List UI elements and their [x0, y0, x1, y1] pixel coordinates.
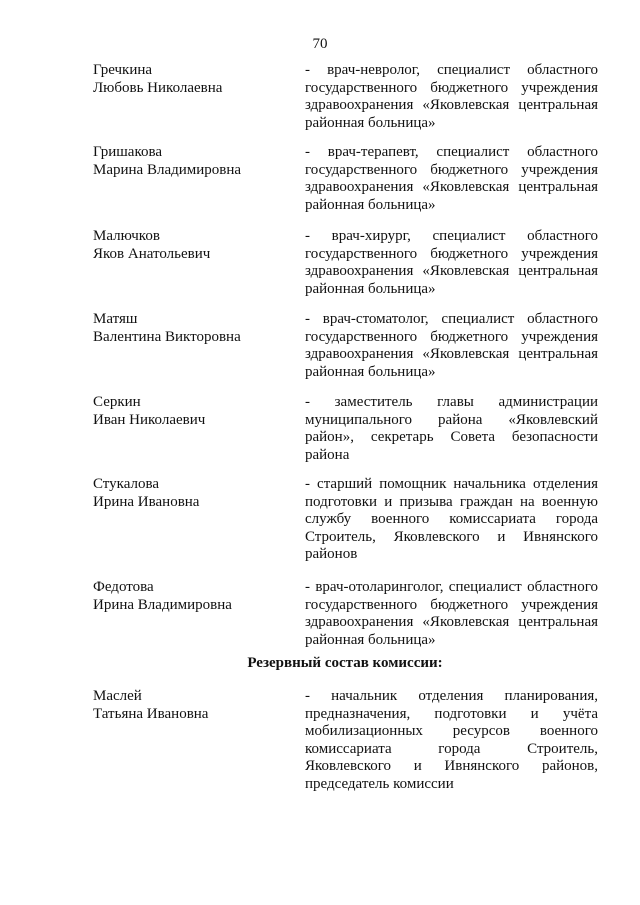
member-name	[93, 228, 293, 263]
member-surname: Гришакова	[93, 144, 163, 160]
member-given-names: Яков Анатольевич	[93, 245, 211, 262]
member-role: - врач-хирург, специалист областного государственного бюджетного учреждения здравоохранения «Яковлевская центральная районная больница»	[305, 228, 598, 297]
member-role: - врач-стоматолог, специалист областного государственного бюджетного учреждения здравоохранения «Яковлевская центральная районная больница»	[305, 311, 598, 380]
member-role: - врач-невролог, специалист областного государственного бюджетного учреждения здравоохранения «Яковлевская центральная районная больница»	[305, 62, 598, 131]
member-name	[93, 62, 293, 97]
member-role: - начальник отделения планирования, предназначения, подготовки и учёта мобилизационных ресурсов военного комиссариата города Строитель, Яковлевского и Ивнянского районов, председатель комиссии	[305, 688, 598, 792]
member-name	[93, 144, 293, 179]
page-number: 70	[312, 36, 328, 52]
member-role: - врач-терапевт, специалист областного государственного бюджетного учреждения здравоохранения «Яковлевская центральная районная больница»	[305, 144, 598, 213]
member-surname: Гречкина	[93, 62, 153, 78]
member-given-names: Марина Владимировна	[93, 161, 242, 178]
member-role: - заместитель главы администрации муниципального района «Яковлевский район», секретарь Совета безопасности района	[305, 394, 598, 463]
member-surname: Малючков	[93, 228, 160, 244]
member-name	[93, 394, 293, 429]
member-surname: Федотова	[93, 579, 154, 595]
member-name	[93, 311, 293, 346]
member-given-names: Иван Николаевич	[93, 411, 206, 428]
member-surname: Матяш	[93, 311, 138, 327]
member-surname: Стукалова	[93, 476, 160, 492]
member-given-names: Татьяна Ивановна	[93, 705, 209, 722]
member-role: - старший помощник начальника отделения подготовки и призыва граждан на военную службу военного комиссариата города Строитель, Яковлевского и Ивнянского районов	[305, 476, 598, 562]
member-given-names: Валентина Викторовна	[93, 328, 241, 345]
member-name	[93, 476, 293, 511]
member-given-names: Ирина Владимировна	[93, 596, 232, 613]
member-surname: Серкин	[93, 394, 141, 410]
reserve-section-heading: Резервный состав комиссии:	[247, 655, 443, 671]
member-role: - врач-отоларинголог, специалист областного государственного бюджетного учреждения здравоохранения «Яковлевская центральная районная больница»	[305, 579, 598, 648]
member-surname: Маслей	[93, 688, 142, 704]
member-name	[93, 579, 293, 614]
member-given-names: Ирина Ивановна	[93, 493, 200, 510]
member-name	[93, 688, 293, 723]
member-given-names: Любовь Николаевна	[93, 79, 223, 96]
